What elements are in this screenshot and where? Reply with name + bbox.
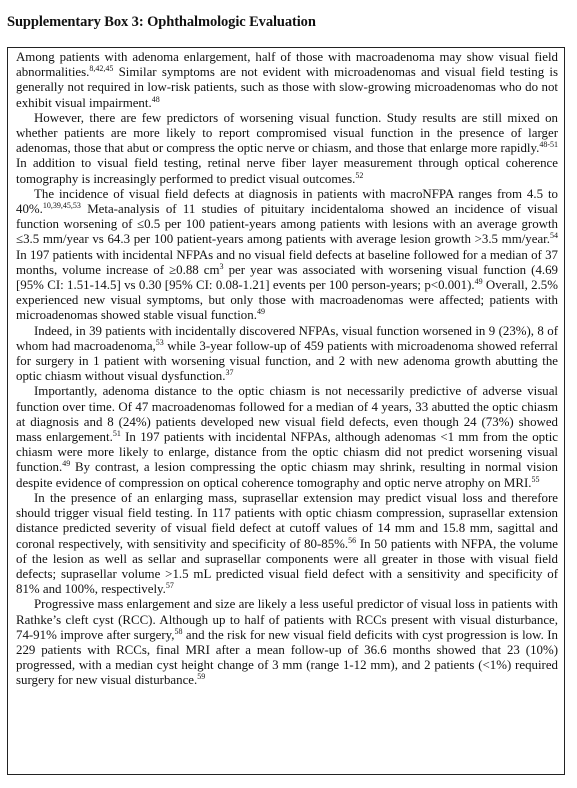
body-text: The incidence of visual field defects at diagnosis in patients with macroNFPA ranges from 4.5 to 40%. [16,186,558,217]
citation-superscript: 10,39,45,53 [42,201,81,211]
body-text: In the presence of an enlarging mass, suprasellar extension may predict visual loss and therefore should trigger visual field testing. In 117 patients with optic chiasm compression, suprasellar extension distance predicted severity of visual field defect at cutoff values of 14 mm and 15.8 mm, sagittal and coronal respectively, with sensitivity and specificity of 80-85%. [16,490,558,551]
citation-superscript: 3 [219,261,224,271]
citation-superscript: 54 [550,231,558,241]
body-text: Similar symptoms are not evident with microadenomas and visual field testing is generally not required in low-risk patients, such as those with slow-growing microadenomas who do not exhibit visual impairment. [16,65,558,110]
body-text: and the risk for new visual field deficits with cyst progression is low. In 229 patients with RCCs, final MRI after a mean follow-up of 36.6 months showed that 23 (10%) progressed, with a median cyst height change of 3 mm (range 1-12 mm), and 2 patients (<1%) required surgery for new visual disturbance. [16,627,558,688]
box-title: Supplementary Box 3: Ophthalmologic Evaluation [7,14,316,30]
paragraph [16,111,558,187]
citation-superscript: 8,42,45 [89,64,114,74]
body-text: Importantly, adenoma distance to the optic chiasm is not necessarily predictive of adverse visual function over time. Of 47 macroadenomas followed for a median of 4 years, 33 abutted the optic chiasm at diagnosis and 8 (24%) patients developed new visual field defects, even though 24 (73%) showed mass enlargement. [16,384,558,445]
body-text: In 50 patients with NFPA, the volume of the lesion as well as sellar and suprasellar components were all greater in those with visual field defects; suprasellar volume >1.5 mL predicted visual field defect with a sensitivity and specificity of 81% and 100%, respectively. [16,536,558,597]
paragraph [16,491,558,597]
citation-superscript: 58 [174,626,183,636]
citation-superscript: 48 [151,94,160,104]
citation-superscript: 37 [225,368,234,378]
body-text: In 197 patients with incidental NFPAs and no visual field defects at baseline followed for a median of 37 months, volume increase of ≥0.88 cm [16,247,558,277]
citation-superscript: 48-51 [539,140,559,150]
body-text: Indeed, in 39 patients with incidentally discovered NFPAs, visual function worsened in 9 (23%), 8 of whom had macroadenoma, [16,323,558,353]
paragraph [16,384,558,490]
body-text: However, there are few predictors of worsening visual function. Study results are still mixed on whether patients are more likely to report compromised visual function in the presence of larger adenomas, those that abut or compress the optic nerve or chiasm, and those that enlarge more rapidly. [16,110,558,156]
body-text: per year was associated with worsening visual function (4.69 [95% CI: 1.51-14.5] vs 0.30 [95% CI: 0.08-1.21] events per 100 person-years; p<0.001). [16,262,559,293]
paragraph [16,187,558,324]
citation-superscript: 49 [62,459,71,469]
citation-superscript: 57 [165,581,174,591]
citation-superscript: 55 [531,474,540,484]
body-text: By contrast, a lesion compressing the optic chiasm may shrink, resulting in normal vision despite evidence of compression on optical coherence tomography and optic nerve atrophy on MRI. [16,460,558,490]
body-text: In addition to visual field testing, retinal nerve fiber layer measurement through optical coherence tomography is increasingly performed to predict visual outcomes. [16,156,558,186]
body-text: Overall, 2.5% experienced new visual symptoms, but only those with macroadenomas were affected; patients with microadenomas showed stable visual function. [16,278,558,323]
citation-superscript: 52 [355,170,364,180]
paragraph [16,324,558,385]
paragraph [16,597,558,688]
citation-superscript: 56 [348,535,357,545]
body-text: Meta-analysis of 11 studies of pituitary incidentaloma showed an incidence of visual function worsening of ≤0.5 per 100 patient-years among patients with lesions with an average growth ≤3.5 mm/year vs 64.3 per 100 patient-years among patients with average lesion growth >3.5 mm/year. [16,202,558,247]
paragraph [16,50,558,111]
citation-superscript: 59 [197,672,206,682]
citation-superscript: 51 [112,429,121,439]
citation-superscript: 49 [474,277,483,287]
body-text: Progressive mass enlargement and size are likely a less useful predictor of visual loss in patients with Rathke’s cleft cyst (RCC). Although up to half of patients with RCCs present with visual disturbance, 74-91% improve after surgery, [16,597,558,642]
citation-superscript: 49 [256,307,265,317]
body-text: In 197 patients with incidental NFPAs, although adenomas <1 mm from the optic chiasm were more likely to enlarge, distance from the optic chiasm did not predict worsening visual function. [16,430,558,475]
text-box [7,47,565,775]
body-text: while 3-year follow-up of 459 patients with microadenoma showed referral for surgery in 1 patient with worsening visual function, and 2 with new adenoma growth abutting the optic chiasm without visual dysfunction. [16,338,558,384]
body-text: Among patients with adenoma enlargement, half of those with macroadenoma may show visual field abnormalities. [16,50,558,80]
citation-superscript: 53 [155,337,164,347]
